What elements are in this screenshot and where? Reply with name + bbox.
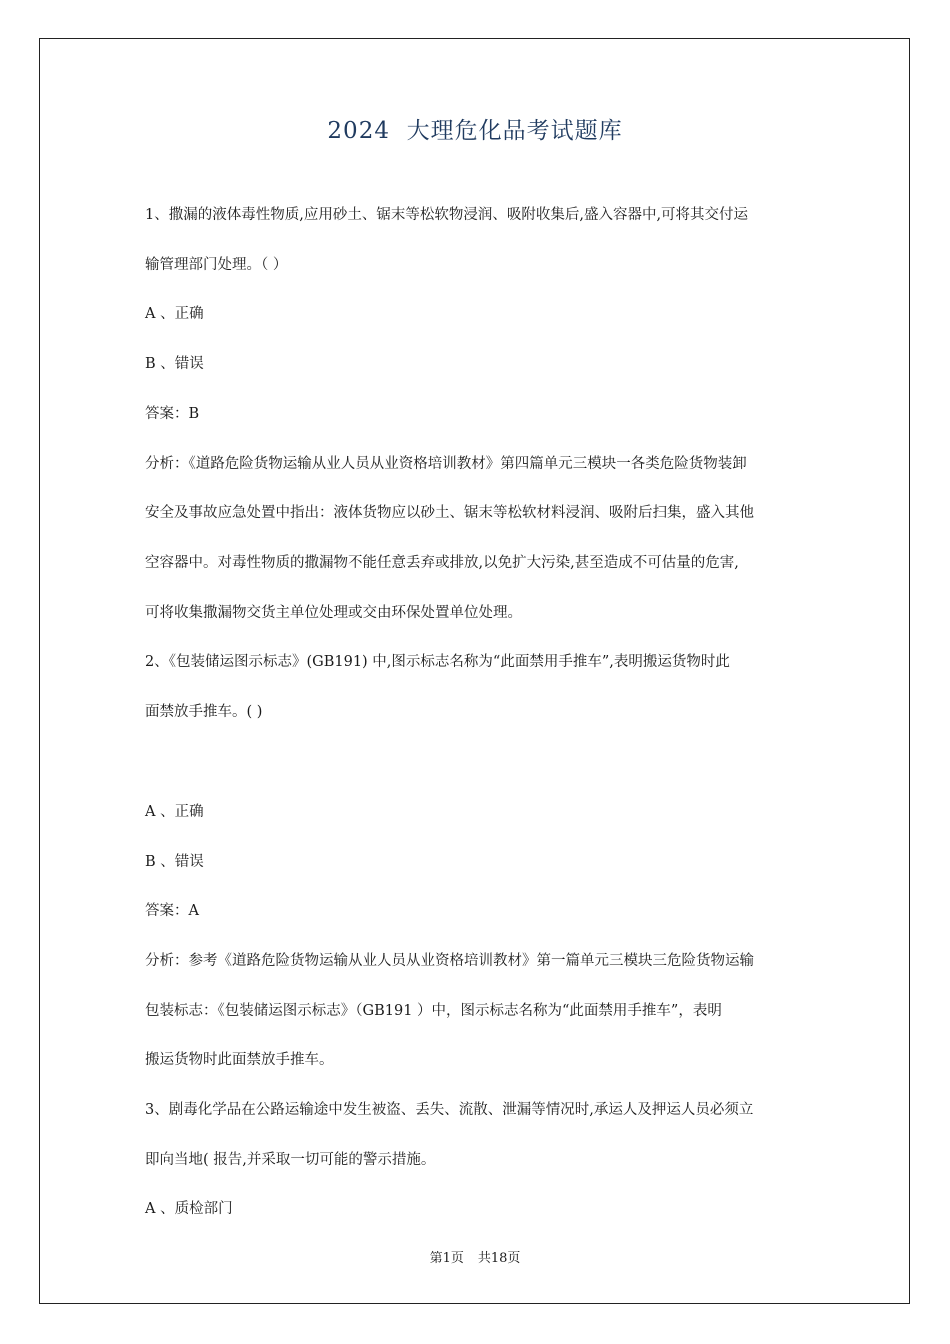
q1-analysis-line-1: 分析：《道路危险货物运输从业人员从业资格培训教材》第四篇单元三模块一各类危险货物装卸	[145, 456, 747, 472]
page-number: 第1页	[429, 1251, 464, 1266]
q1-stem-line-2: 输管理部门处理。（ ）	[145, 257, 288, 273]
q3-stem-line-1: 3、剧毒化学品在公路运输途中发生被盗、丢失、流散、泄漏等情况时,承运人及押运人员必须立	[145, 1102, 754, 1118]
q2-analysis-line-2: 包装标志：《包装储运图示标志》（GB191 ）中，图示标志名称为“此面禁用手推车”，表明	[145, 1003, 722, 1019]
q1-analysis-line-4: 可将收集撒漏物交货主单位处理或交由环保处置单位处理。	[145, 605, 522, 621]
q1-analysis-line-2: 安全及事故应急处置中指出：液体货物应以砂土、锯末等松软材料浸润、吸附后扫集，盛入其他	[145, 505, 754, 521]
page-footer	[0, 1247, 950, 1266]
q1-option-b: B 、错误	[145, 356, 204, 372]
q3-option-a: A 、质检部门	[145, 1201, 233, 1217]
q2-analysis-line-3: 搬运货物时此面禁放手推车。	[145, 1052, 334, 1068]
q2-option-a: A 、正确	[145, 804, 204, 820]
q1-option-a: A 、正确	[145, 306, 204, 322]
q2-stem-line-2: 面禁放手推车。( )	[145, 704, 263, 720]
q1-stem-line-1: 1、撒漏的液体毒性物质,应用砂土、锯末等松软物浸润、吸附收集后,盛入容器中,可将其交付运	[145, 207, 749, 223]
q2-option-b: B 、错误	[145, 854, 204, 870]
document-title: 2024 大理危化品考试题库	[327, 118, 623, 144]
q2-stem-line-1: 2、《包装储运图示标志》(GB191) 中,图示标志名称为“此面禁用手推车”,表明搬运货物时此	[145, 654, 730, 670]
q3-stem-line-2: 即向当地( 报告,并采取一切可能的警示措施。	[145, 1152, 436, 1168]
q1-analysis-line-3: 空容器中。对毒性物质的撒漏物不能任意丢弃或排放,以免扩大污染,甚至造成不可估量的危害,	[145, 555, 739, 571]
q2-answer: 答案：A	[145, 903, 199, 919]
q2-analysis-line-1: 分析：参考《道路危险货物运输从业人员从业资格培训教材》第一篇单元三模块三危险货物运输	[145, 953, 754, 969]
page-total: 共18页	[477, 1251, 521, 1266]
q1-answer: 答案：B	[145, 406, 200, 422]
